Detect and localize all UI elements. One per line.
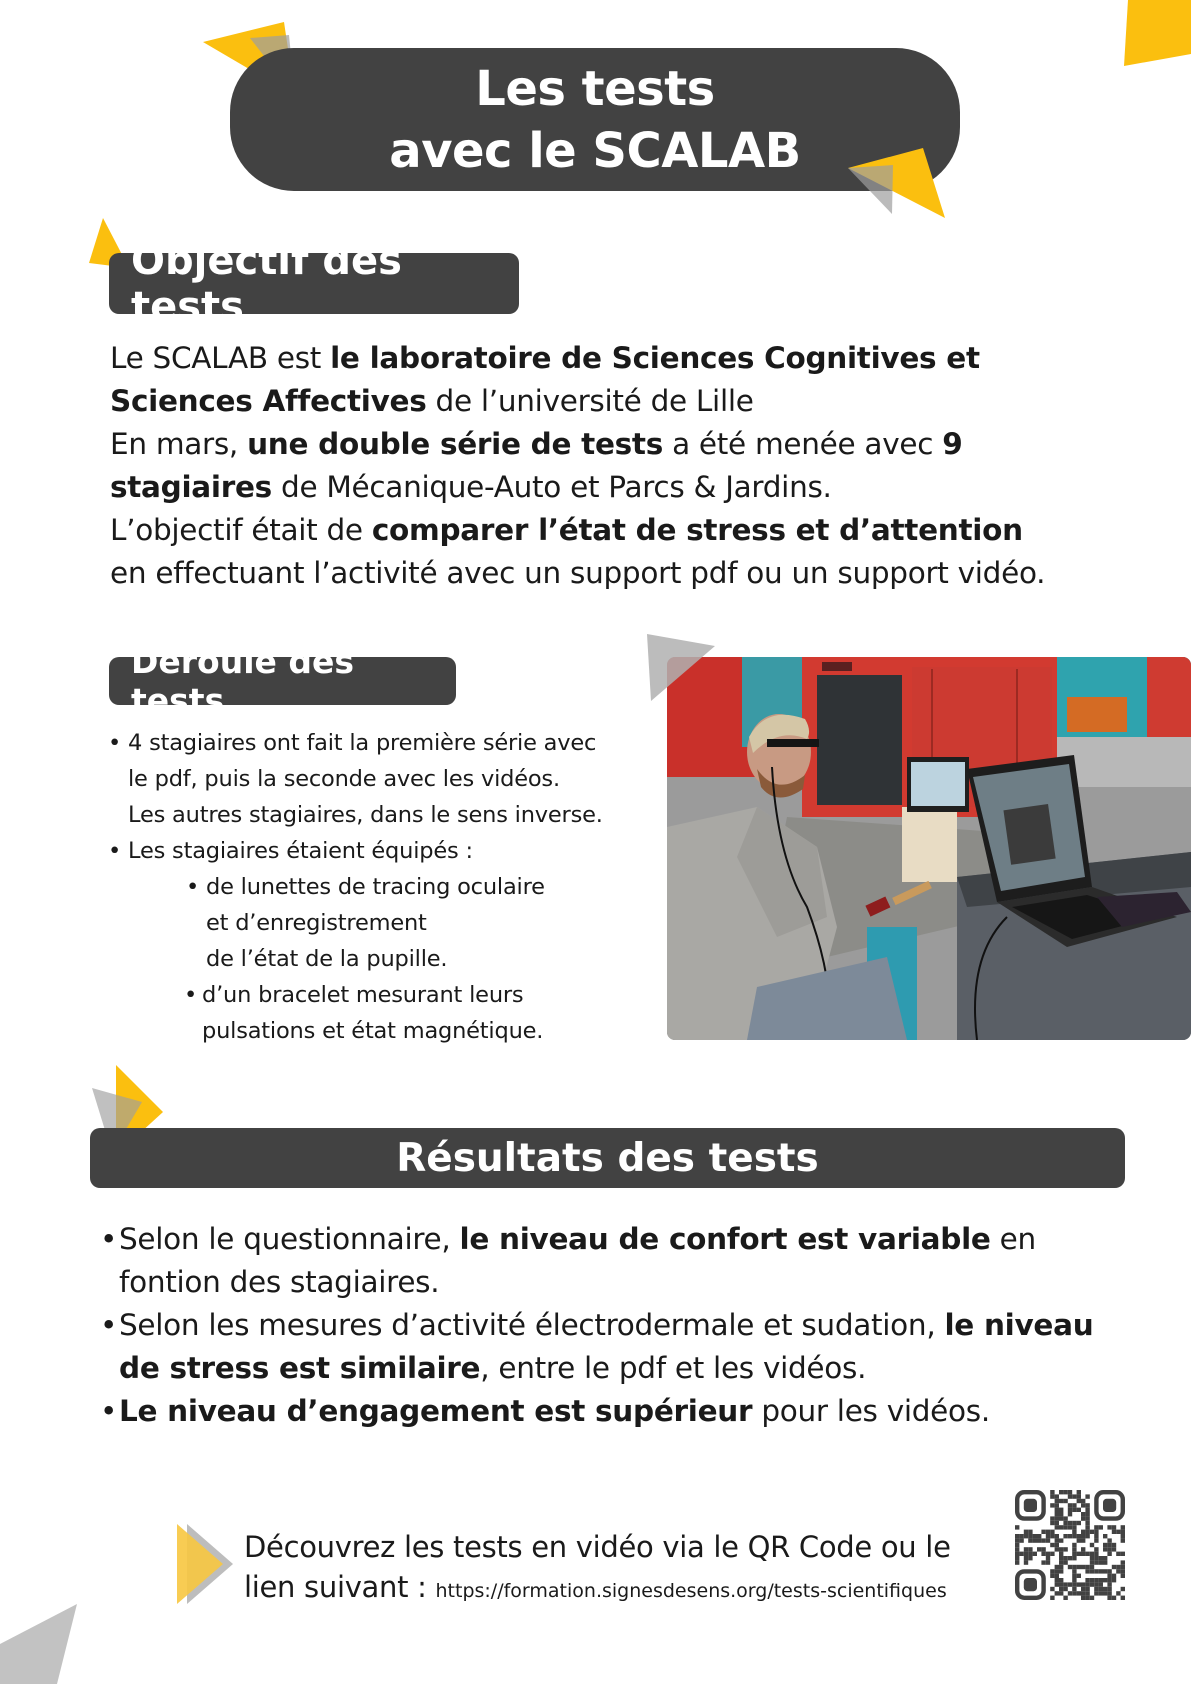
footer-text-line1: Découvrez les tests en vidéo via le QR Code ou le (244, 1530, 951, 1564)
objectif-text-segment: Le SCALAB est (110, 341, 331, 375)
deroule-item-line: Les autres stagiaires, dans le sens inverse. (128, 802, 603, 828)
header-title-line1: Les tests (475, 60, 715, 117)
deroule-item-line: le pdf, puis la seconde avec les vidéos. (128, 766, 560, 792)
objectif-text-segment: L’objectif était de (110, 513, 372, 547)
objectif-bold-text: le laboratoire de Sciences Cognitives et Sciences Affectives (110, 341, 980, 418)
footer-link-intro: lien suivant : (244, 1570, 436, 1604)
objectif-section-heading: Objectif des tests (109, 253, 519, 314)
objectif-bold-text: comparer l’état de stress et d’attention (371, 513, 1023, 547)
deroule-sub-item (108, 869, 668, 977)
resultats-item (100, 1390, 1140, 1433)
resultats-text-segment: Selon le questionnaire, (119, 1222, 460, 1256)
resultats-text-segment: Selon les mesures d’activité électrodermale et sudation, (119, 1308, 945, 1342)
resultats-text-segment: pour les vidéos. (752, 1394, 990, 1428)
deroule-item-line: 4 stagiaires ont fait la première série avec (128, 730, 597, 756)
deroule-sub-item-line: et d’enregistrement (206, 910, 427, 936)
deroule-sub-item-line: de l’état de la pupille. (206, 946, 448, 972)
footer-url-link[interactable]: https://formation.signesdesens.org/tests-scientifiques (435, 1580, 947, 1602)
deroule-item-line: Les stagiaires étaient équipés : (128, 838, 473, 864)
resultats-bold-text: Le niveau d’engagement est supérieur (119, 1394, 753, 1428)
photo-gray-triangle-icon (645, 634, 717, 704)
resultats-bold-text: le niveau de stress est similaire (119, 1308, 1094, 1385)
deroule-sub-item-line: d’un bracelet mesurant leurs (202, 982, 524, 1008)
resultats-section-heading-text: Résultats des tests (396, 1135, 819, 1181)
deroule-sub-item (108, 977, 668, 1049)
bullet-icon: • (186, 874, 200, 900)
objectif-text-segment: En mars, (110, 427, 248, 461)
objectif-text-segment: de l’université de Lille (426, 384, 754, 418)
bullet-icon: • (100, 1222, 118, 1256)
footer-text-line2 (244, 1567, 1004, 1611)
header-bottom-right-triangles-icon (848, 148, 948, 228)
bullet-icon: • (108, 730, 122, 756)
deroule-sub-item-line: de lunettes de tracing oculaire (206, 874, 545, 900)
bullet-icon: • (184, 982, 198, 1008)
workshop-photo (667, 657, 1191, 1040)
objectif-text-segment: en effectuant l’activité avec un support pdf ou un support vidéo. (110, 556, 1046, 590)
bullet-icon: • (100, 1308, 118, 1342)
resultats-text-segment: en fontion des stagiaires. (119, 1222, 1036, 1299)
deroule-item (108, 833, 668, 869)
resultats-section-heading (90, 1128, 1125, 1188)
resultats-text-segment: , entre le pdf et les vidéos. (480, 1351, 867, 1385)
footer-arrow-triangles-icon (175, 1524, 237, 1606)
qr-code-icon[interactable] (1015, 1490, 1125, 1600)
objectif-text-segment: a été menée avec (663, 427, 943, 461)
top-right-yellow-shard-icon (1120, 0, 1191, 66)
bottom-left-gray-shard-icon (0, 1604, 80, 1684)
footer-text (244, 1527, 1004, 1611)
header-title-line2: avec le SCALAB (389, 122, 801, 179)
deroule-list (108, 725, 668, 1049)
resultats-list (100, 1218, 1140, 1433)
objectif-text-segment: de Mécanique-Auto et Parcs & Jardins. (271, 470, 832, 504)
bullet-icon: • (100, 1394, 118, 1428)
deroule-item (108, 725, 668, 833)
deroule-sub-item-line: pulsations et état magnétique. (202, 1018, 544, 1044)
bullet-icon: • (108, 838, 122, 864)
deroule-section-heading: Déroulé des tests (109, 657, 456, 705)
resultats-item (100, 1304, 1140, 1390)
resultats-item (100, 1218, 1140, 1304)
resultats-bold-text: le niveau de confort est variable (459, 1222, 991, 1256)
workshop-photo-illustration (667, 657, 1191, 1040)
objectif-bold-text: 9 stagiaires (110, 427, 963, 504)
objectif-bold-text: une double série de tests (247, 427, 663, 461)
objectif-paragraph (110, 337, 1110, 595)
